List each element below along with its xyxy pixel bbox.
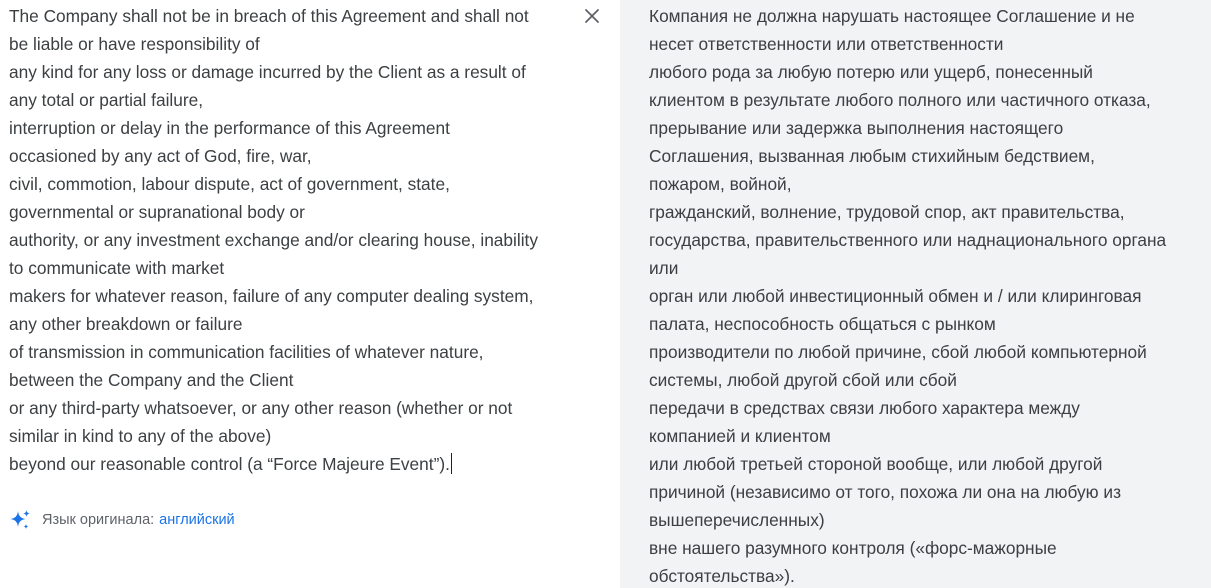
- close-icon: [584, 8, 600, 24]
- clear-source-button[interactable]: [580, 4, 604, 28]
- text-line: гражданский, волнение, трудовой спор, акт правительства,: [649, 202, 1125, 222]
- text-line: makers for whatever reason, failure of any computer dealing system,: [9, 286, 534, 306]
- text-line: вне нашего разумного контроля («форс-мажорные: [649, 538, 1057, 558]
- text-line: interruption or delay in the performance of this Agreement: [9, 118, 450, 138]
- text-line: to communicate with market: [9, 258, 225, 278]
- text-line: Компания не должна нарушать настоящее Соглашение и не: [649, 6, 1135, 26]
- text-line: Соглашения, вызванная любым стихийным бедствием,: [649, 146, 1095, 166]
- text-line: be liable or have responsibility of: [9, 34, 260, 54]
- text-line: прерывание или задержка выполнения настоящего: [649, 118, 1064, 138]
- text-line: between the Company and the Client: [9, 370, 294, 390]
- text-line: any other breakdown or failure: [9, 314, 243, 334]
- text-line: передачи в средствах связи любого характера между: [649, 398, 1080, 418]
- text-line: or any third-party whatsoever, or any other reason (whether or not: [9, 398, 513, 418]
- text-line: of transmission in communication facilities of whatever nature,: [9, 342, 484, 362]
- text-line: governmental or supranational body or: [9, 202, 305, 222]
- text-line: или: [649, 258, 679, 278]
- text-line: The Company shall not be in breach of this Agreement and shall not: [9, 6, 529, 26]
- detected-language: [8, 508, 235, 532]
- text-line: обстоятельства»).: [649, 566, 795, 586]
- text-line: палата, неспособность общаться с рынком: [649, 314, 996, 334]
- text-line: несет ответственности или ответственности: [649, 34, 1004, 54]
- text-line: любого рода за любую потерю или ущерб, понесенный: [649, 62, 1093, 82]
- text-line: системы, любой другой сбой или сбой: [649, 370, 957, 390]
- text-line: authority, or any investment exchange and/or clearing house, inability: [9, 230, 538, 250]
- text-line: civil, commotion, labour dispute, act of government, state,: [9, 174, 450, 194]
- text-line: similar in kind to any of the above): [9, 426, 272, 446]
- detected-language-label: Язык оригинала:: [42, 512, 155, 528]
- text-line: beyond our reasonable control (a “Force Majeure Event”).: [9, 450, 574, 478]
- text-line: клиентом в результате любого полного или частичного отказа,: [649, 90, 1151, 110]
- text-line: any total or partial failure,: [9, 90, 204, 110]
- sparkle-icon: [8, 508, 32, 532]
- detected-language-link[interactable]: английский: [159, 512, 235, 528]
- text-line: компанией и клиентом: [649, 426, 831, 446]
- text-line: государства, правительственного или наднационального органа: [649, 230, 1167, 250]
- text-line: вышеперечисленных): [649, 510, 825, 530]
- source-text-input[interactable]: [9, 2, 574, 478]
- text-line: пожаром, войной,: [649, 174, 792, 194]
- text-line: или любой третьей стороной вообще, или любой другой: [649, 454, 1103, 474]
- text-line: орган или любой инвестиционный обмен и / или клиринговая: [649, 286, 1142, 306]
- text-line: производители по любой причине, сбой любой компьютерной: [649, 342, 1147, 362]
- translation-pane: [620, 0, 1211, 588]
- translation-text: [649, 2, 1207, 588]
- text-line: any kind for any loss or damage incurred by the Client as a result of: [9, 62, 526, 82]
- text-cursor: [451, 453, 453, 474]
- text-line: причиной (независимо от того, похожа ли она на любую из: [649, 482, 1122, 502]
- text-line: occasioned by any act of God, fire, war,: [9, 146, 312, 166]
